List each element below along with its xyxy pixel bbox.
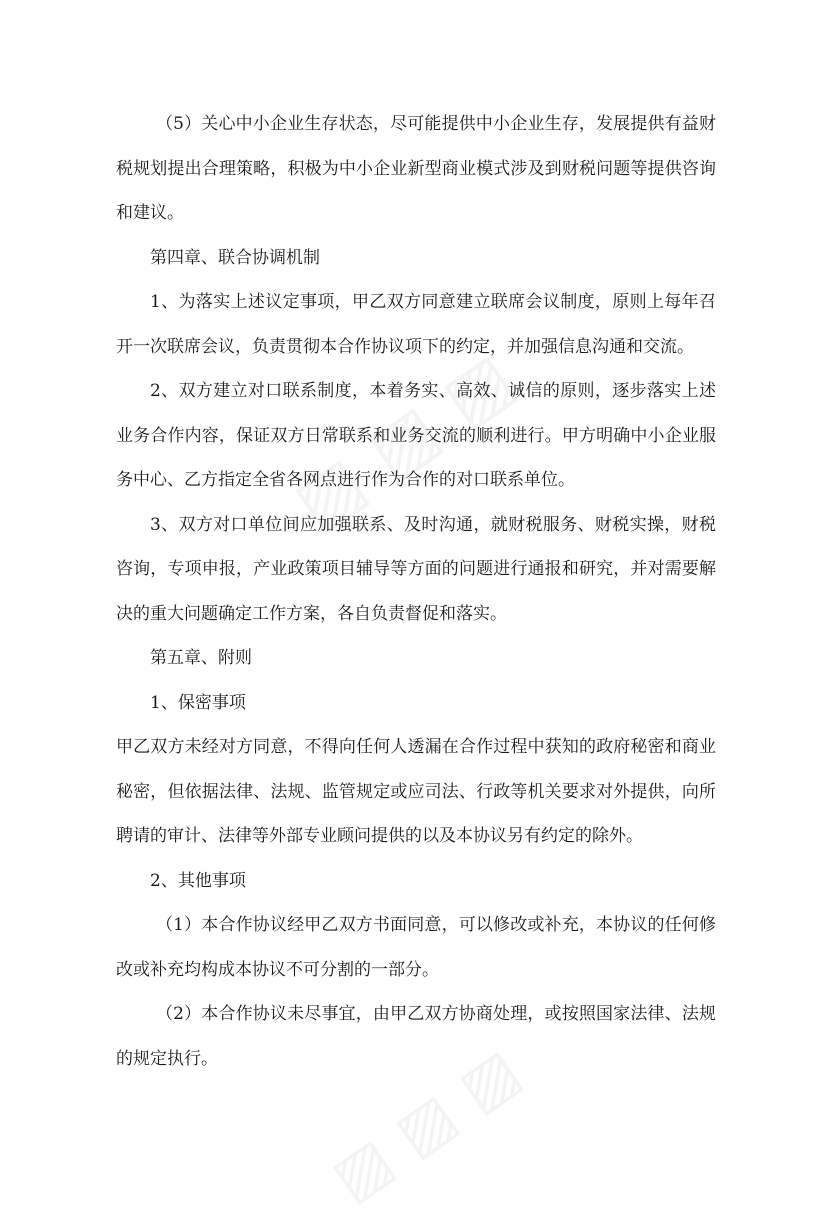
paragraph-unresolved-matters: （2）本合作协议未尽事宜，由甲乙双方协商处理，或按照国家法律、法规的规定执行。 <box>116 1004 716 1069</box>
paragraph-meeting-system: 1、为落实上述议定事项，甲乙双方同意建立联席会议制度，原则上每年召开一次联席会议，负责贯彻本合作协议项下的约定，并加强信息沟通和交流。 <box>116 292 716 357</box>
paragraph-liaison-system: 2、双方建立对口联系制度，本着务实、高效、诚信的原则，逐步落实上述业务合作内容，保证双方日常联系和业务交流的顺利进行。甲方明确中小企业服务中心、乙方指定全省各网点进行作为合作的对口联系单位。 <box>116 381 716 490</box>
paragraph-confidentiality: 甲乙双方未经对方同意，不得向任何人透漏在合作过程中获知的政府秘密和商业秘密，但依据法律、法规、监管规定或应司法、行政等机关要求对外提供，向所聘请的审计、法律等外部专业顾问提供的以及本协议另有约定的除外。 <box>116 737 716 846</box>
paragraph-communication: 3、双方对口单位间应加强联系、及时沟通，就财税服务、财税实操，财税咨询，专项申报，产业政策项目辅导等方面的问题进行通报和研究，并对需要解决的重大问题确定工作方案，各自负责督促和落实。 <box>116 514 716 624</box>
paragraph-item-5: （5）关心中小企业生存状态，尽可能提供中小企业生存，发展提供有益财税规划提出合理策略，积极为中小企业新型商业模式涉及到财税问题等提供咨询和建议。 <box>116 114 716 223</box>
document-body <box>116 102 716 1081</box>
chapter-4-heading: 第四章、联合协调机制 <box>150 247 320 268</box>
confidentiality-heading: 1、保密事项 <box>150 692 246 713</box>
paragraph-amendment: （1）本合作协议经甲乙双方书面同意，可以修改或补充，本协议的任何修改或补充均构成本协议不可分割的一部分。 <box>116 915 716 980</box>
chapter-5-heading: 第五章、附则 <box>150 648 252 668</box>
other-matters-heading: 2、其他事项 <box>150 870 246 891</box>
